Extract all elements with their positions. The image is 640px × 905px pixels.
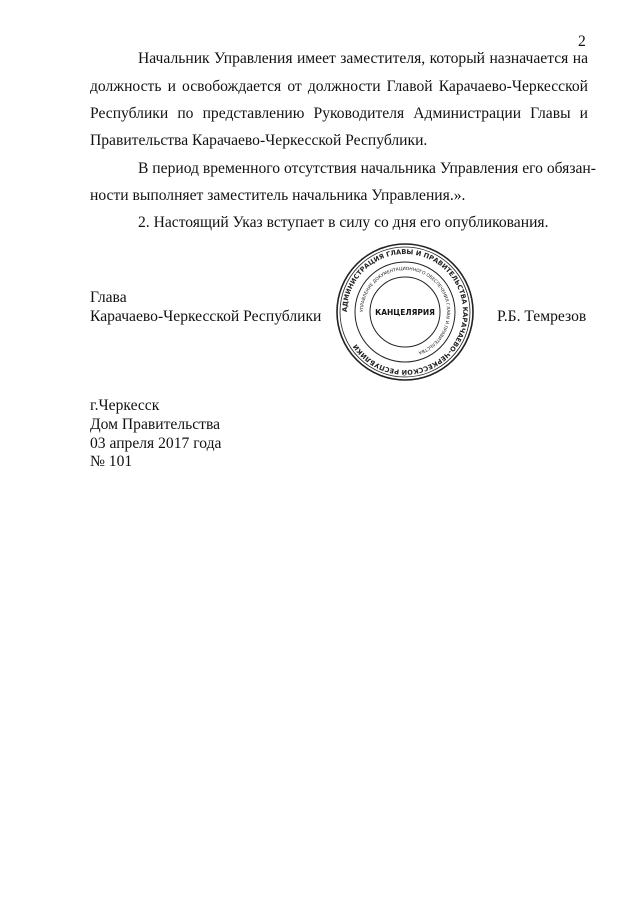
official-seal bbox=[335, 242, 475, 382]
footer-date: 03 апреля 2017 года bbox=[90, 435, 222, 452]
text-line: ности выполняет заместитель начальника Управления.». bbox=[90, 187, 466, 204]
text-line: В период временного отсутствия начальника Управления его обязан- bbox=[138, 160, 596, 177]
text-line: 2. Настоящий Указ вступает в силу со дня его опубликования. bbox=[138, 214, 549, 231]
signature-title: Глава bbox=[90, 289, 127, 306]
seal-inner-text: УПРАВЛЕНИЕ ДОКУМЕНТАЦИОННОГО ОБЕСПЕЧЕНИЯ ГЛАВЫ И ПРАВИТЕЛЬСТВА bbox=[359, 266, 451, 355]
page-number: 2 bbox=[578, 33, 586, 50]
signature-name: Р.Б. Темрезов bbox=[497, 308, 587, 325]
text-line: Правительства Карачаево-Черкесской Республики. bbox=[90, 132, 428, 149]
footer-number: № 101 bbox=[90, 453, 133, 470]
seal-center-text: КАНЦЕЛЯРИЯ bbox=[375, 308, 435, 317]
text-line: Республики по представлению Руководителя Администрации Главы и bbox=[90, 105, 588, 122]
text-line: должность и освобождается от должности Главой Карачаево-Черкесской bbox=[90, 78, 588, 95]
footer-city: г.Черкесск bbox=[90, 397, 160, 414]
signature-title-republic: Карачаево-Черкесской Республики bbox=[90, 308, 322, 325]
seal-outer-text: АДМИНИСТРАЦИЯ ГЛАВЫ И ПРАВИТЕЛЬСТВА КАРАЧАЕВО-ЧЕРКЕССКОЙ РЕСПУБЛИКИ bbox=[340, 247, 470, 377]
footer-place: Дом Правительства bbox=[90, 416, 221, 433]
text-line: Начальник Управления имеет заместителя, который назначается на bbox=[138, 50, 588, 67]
